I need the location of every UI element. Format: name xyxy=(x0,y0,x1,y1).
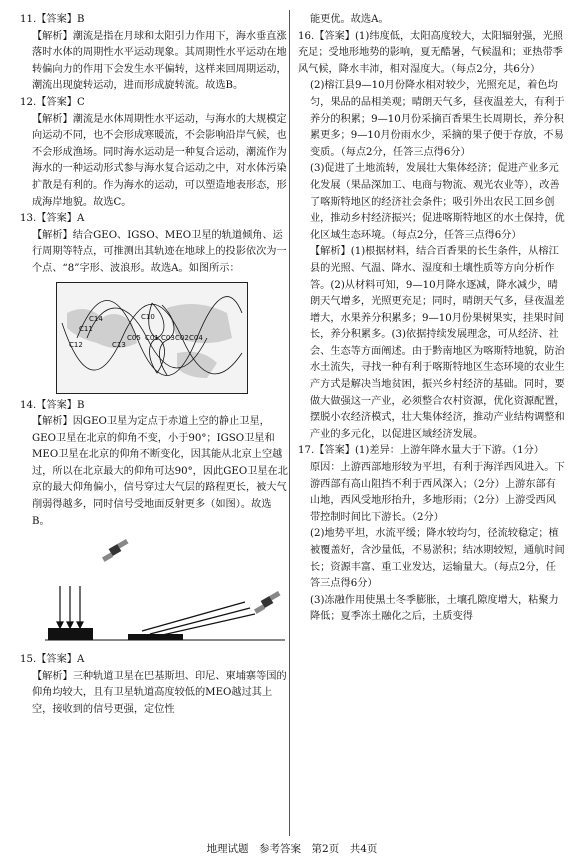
q16-part2: (2)榕江县9—10月份降水相对较少，光照充足，着色均匀，果品的品相美观；晴朗天气多，昼夜温差大，有利于养分的积累；9—10月份采摘百香果生长周期长，养分积累更多；9—10月份雨水少，采摘的果子便于存放，不易变质。（每点2分，任答三点得6分） xyxy=(310,80,565,158)
q13-analysis: 【解析】结合GEO、IGSO、MEO卫星的轨道倾角、运行周期等特点，可推测出其轨迹在地球上的投影依次为一个点、“8”字形、波浪形。故选A。如图所示： xyxy=(32,229,287,274)
track-map-svg xyxy=(57,283,247,393)
vertical-signal-arrows xyxy=(57,586,83,628)
q14-answer: 14.【答案】B xyxy=(20,399,85,411)
right-column xyxy=(298,12,566,626)
q13-answer: 13.【答案】A xyxy=(20,213,85,225)
q16-analysis: 【解析】(1)根据材料，结合百香果的长生条件，从榕江县的光照、气温、降水、湿度和土壤性质等方向分析作答。(2)从材料可知，9—10月降水逐减，降水减少，晴朗天气增多，光照更充足；同时，晴朗天气多，昼夜温差增大，水果养分积累多；9—10月份果树果实，挂果时间长，养分积累多。(3)依据持续发展理念，可从经济、社会、生态等方面阐述。由于黔南地区为喀斯特地貌，防治水土流失，寻找一种有利于喀斯特地区生态环境的农业生产方式是解决当地贫困，振兴乡村经济的基础。同时，要做大做强这一产业，必须整合农村资源，优化资源配置，摆脱小农经济模式，壮大集体经济，推动产业结构调整和产业的多元化，以促进区域经济发展。 xyxy=(310,246,565,440)
q15-answer: 15.【答案】A xyxy=(20,654,85,666)
q16 xyxy=(298,29,566,444)
track-label: C12 xyxy=(69,340,83,349)
q17-part2: (2)地势平坦，水流平缓；降水较均匀，径流较稳定；植被覆盖好，含沙量低，不易淤积；结冰期较短，通航时间长；资源丰富、重工业发达，运输量大。（每点2分，任答三点得6分） xyxy=(310,528,565,590)
q14-analysis: 【解析】因GEO卫星为定点于赤道上空的静止卫星，GEO卫星在北京的仰角不变，小于90°；IGSO卫星和MEO卫星在北京的仰角不断变化，因其能从北京上空越过，所以在北京最大的仰角可达90°，因此GEO卫星在北京的最大仰角偏小，信号穿过大气层的路程更长，被大气削弱得越多，同时信号受地面反射更多（如图）。故选B。 xyxy=(32,416,288,527)
q11-answer: 11.【答案】B xyxy=(20,14,85,25)
q16-part3: (3)促进了土地流转，发展壮大集体经济；促进产业多元化发展（果品深加工、电商与物流、观光农业等），改善了喀斯特地区的经济社会条件；吸引外出农民工回乡创业，推动乡村经济振兴；促进喀斯特地区的水土保持，优化区域生态环境。（每点2分，任答三点得6分） xyxy=(310,163,565,241)
satellite-track-map xyxy=(56,282,248,394)
track-label: C14 xyxy=(89,314,103,323)
q17-answer: 17.【答案】(1)差异：上游年降水量大于下游。（1分） xyxy=(298,445,544,457)
q13 xyxy=(20,211,288,277)
track-label: C03 xyxy=(161,333,175,342)
track-label: C10 xyxy=(141,312,155,321)
oblique-signal-arrows xyxy=(142,602,255,636)
track-label: C01 xyxy=(145,333,159,342)
q17-part3: (3)冻融作用使黑土冬季膨胀，土壤孔隙度增大，粘聚力降低；夏季冻土融化之后，土质变得 xyxy=(310,594,559,623)
q12-answer: 12.【答案】C xyxy=(20,96,85,108)
satellite-icon xyxy=(254,591,280,614)
q15-continuation: 能更优。故选A。 xyxy=(310,14,389,25)
column-divider xyxy=(289,10,290,836)
track-label: C05 xyxy=(127,333,141,342)
signal-figure-svg xyxy=(40,536,290,648)
q17-part1: 原因：上游西部地形较为平坦，有利于海洋西风进入。下游西部有高山阻挡不利于西风深入；（2分）上游东部有山地，西风受地形抬升，多地形雨；（2分）上游受西风带控制时间比下游长。（2分） xyxy=(310,462,565,523)
q14 xyxy=(20,398,288,531)
q16-answer: 16.【答案】(1)纬度低，太阳高度较大，太阳辐射强，光照充足；受地形地势的影响，夏无酷暑，气候温和；亚热带季风气候，降水丰沛，相对湿度大。（每点2分，共6分） xyxy=(298,30,563,75)
q12-analysis: 【解析】潮流是水体周期性水平运动，与海水的大规模定向运动不同，也不会形成寒暖流，不会影响沿岸气候，也不会形成渔场。同时海水运动是一种复合运动，潮流作为海水的一种运动形式参与海水复合运动之中，对水体污染扩散是有利的。作为海水的运动，可以塑造地表形态，形成海岸地貌。故选C。 xyxy=(32,113,287,208)
left-column xyxy=(20,12,288,719)
q15-analysis: 【解析】三种轨道卫星在巴基斯坦、印尼、柬埔寨等国的仰角均较大，且有卫星轨道高度较低的MEO越过其上空，接收到的信号更强，定位性 xyxy=(32,670,287,716)
q17 xyxy=(298,443,566,626)
q11 xyxy=(20,12,288,95)
track-label: C04 xyxy=(189,333,203,342)
q15 xyxy=(20,652,288,718)
track-label: C11 xyxy=(79,324,93,333)
ground-block xyxy=(48,628,93,640)
satellite-icon xyxy=(102,539,128,562)
q12 xyxy=(20,95,288,211)
signal-path-figure xyxy=(40,536,290,648)
page-footer: 地理试题 参考答案 第2页 共4页 xyxy=(206,843,378,855)
ground-block xyxy=(128,634,183,640)
track-label: C02 xyxy=(175,333,189,342)
track-label: C13 xyxy=(112,340,126,349)
q11-analysis: 【解析】潮流是指在月球和太阳引力作用下，海水垂直涨落时水体的周期性水平运动现象。其周期性水平运动在地转偏向力的作用下会发生水平偏转，这样来回周期运动，潮流出现旋转运动，进而形成旋转流。故选B。 xyxy=(32,30,287,92)
